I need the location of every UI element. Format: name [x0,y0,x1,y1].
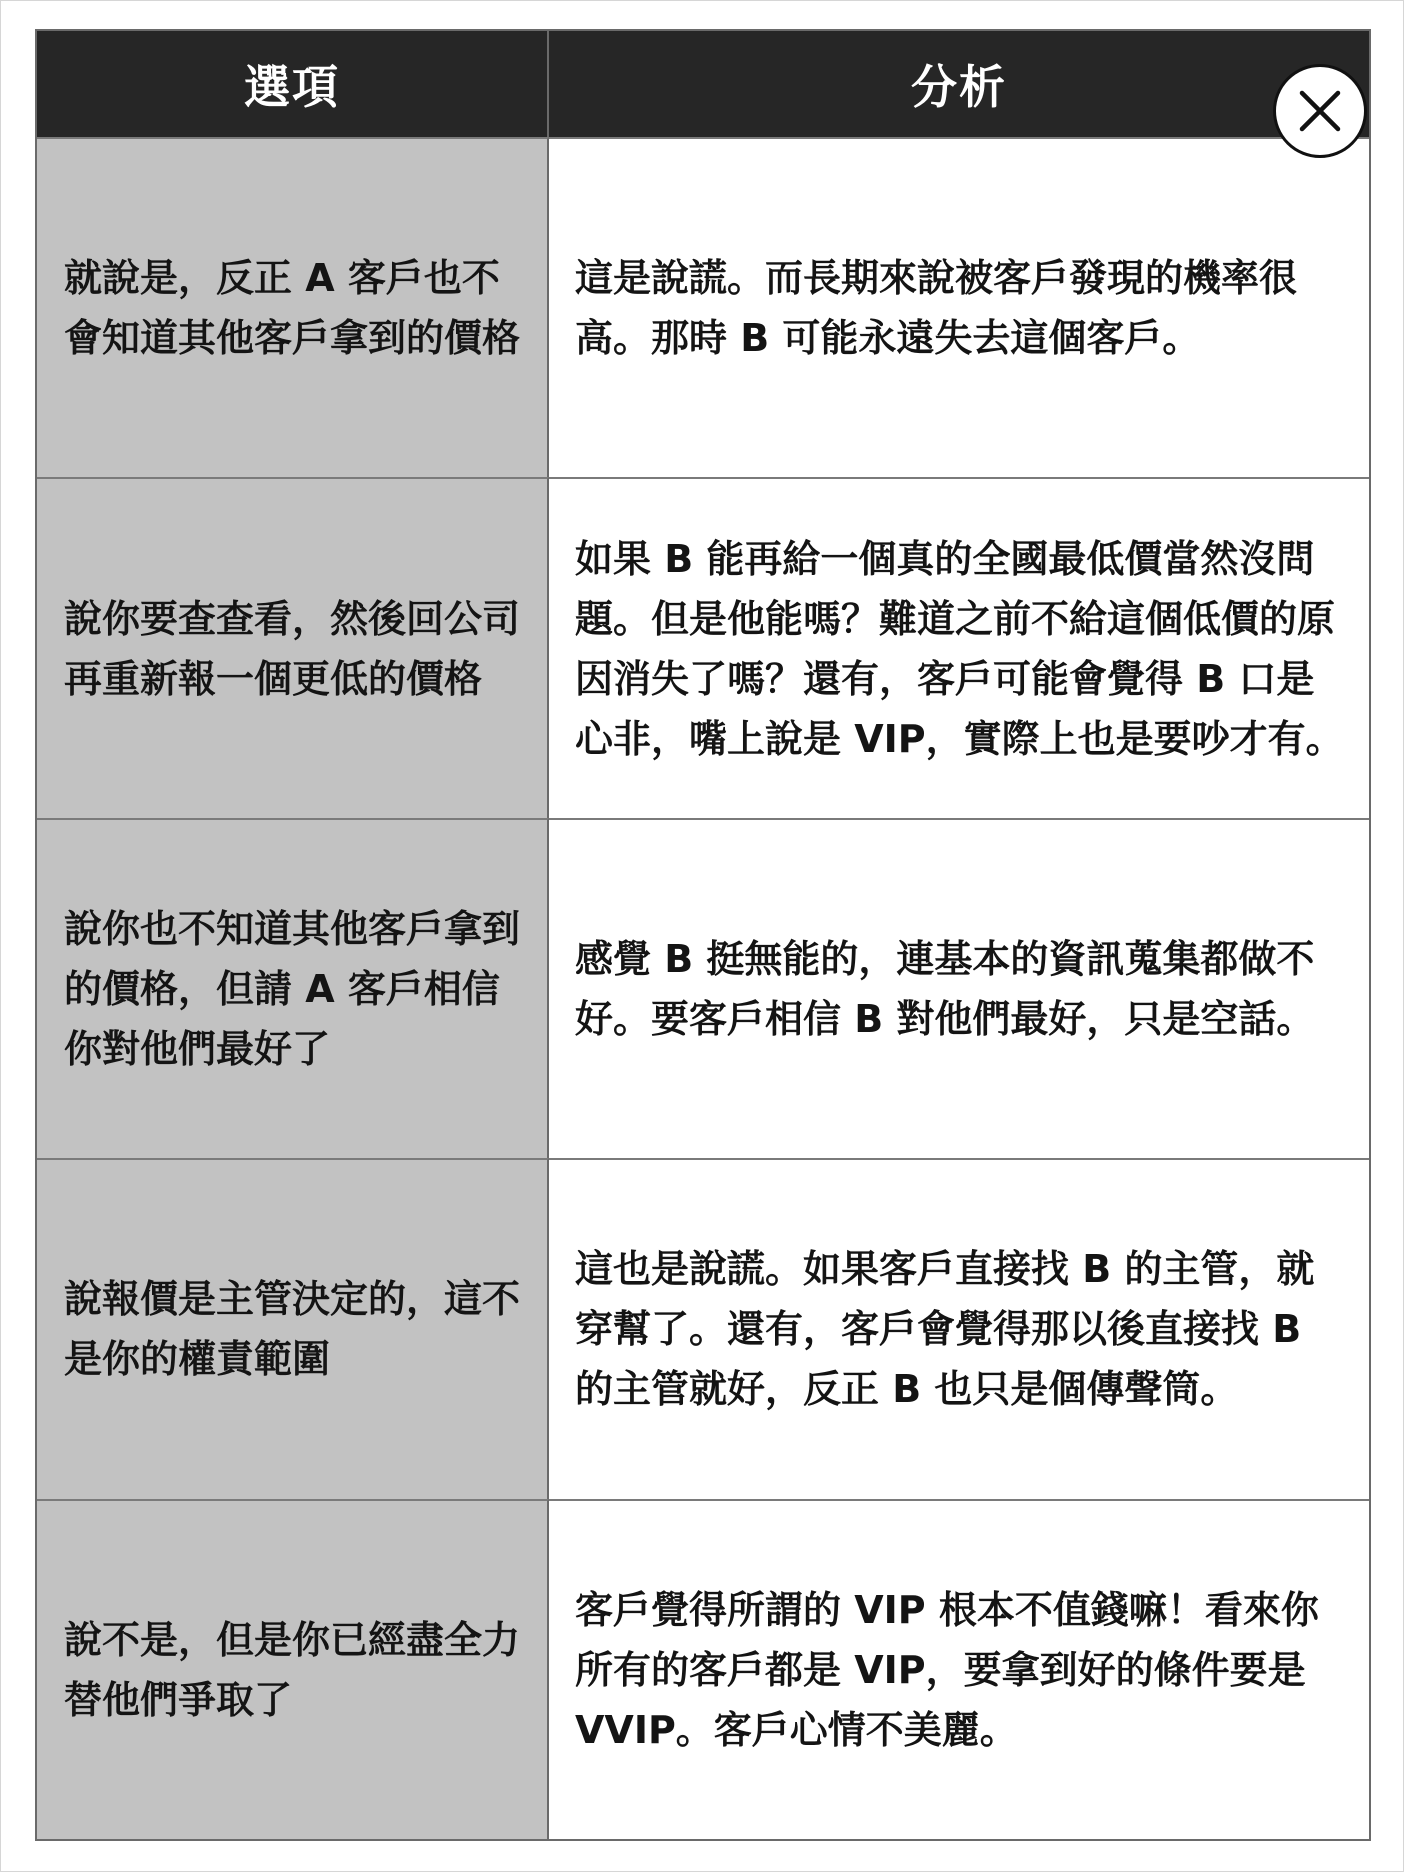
header-analysis: 分析 [549,31,1369,137]
option-cell-3: 說你也不知道其他客戶拿到的價格，但請 A 客戶相信你對他們最好了 [37,818,549,1158]
option-cell-2: 說你要查查看，然後回公司再重新報一個更低的價格 [37,477,549,817]
analysis-cell-3: 感覺 B 挺無能的，連基本的資訊蒐集都做不好。要客戶相信 B 對他們最好，只是空話。 [549,818,1369,1158]
option-cell-5: 說不是，但是你已經盡全力替他們爭取了 [37,1499,549,1839]
close-icon [1297,88,1343,134]
analysis-cell-4: 這也是說謊。如果客戶直接找 B 的主管，就穿幫了。還有，客戶會覺得那以後直接找 B 的主管就好，反正 B 也只是個傳聲筒。 [549,1158,1369,1498]
header-option: 選項 [37,31,549,137]
option-cell-1: 就說是，反正 A 客戶也不會知道其他客戶拿到的價格 [37,137,549,477]
analysis-cell-1: 這是說謊。而長期來說被客戶發現的機率很高。那時 B 可能永遠失去這個客戶。 [549,137,1369,477]
analysis-cell-5: 客戶覺得所謂的 VIP 根本不值錢嘛！看來你所有的客戶都是 VIP，要拿到好的條件要是 VVIP。客戶心情不美麗。 [549,1499,1369,1839]
analysis-cell-2: 如果 B 能再給一個真的全國最低價當然沒問題。但是他能嗎？難道之前不給這個低價的原因消失了嗎？還有，客戶可能會覺得 B 口是心非，嘴上說是 VIP，實際上也是要吵才有。 [549,477,1369,817]
option-cell-4: 說報價是主管決定的，這不是你的權責範圍 [37,1158,549,1498]
close-button[interactable] [1273,64,1367,158]
options-analysis-table [35,29,1371,1841]
